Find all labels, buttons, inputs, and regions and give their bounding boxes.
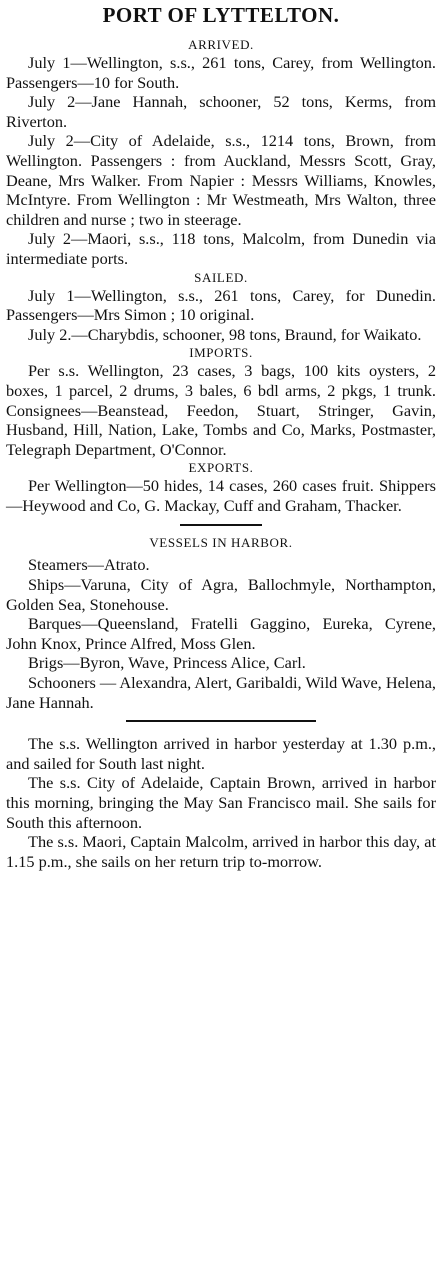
section-divider bbox=[126, 720, 316, 722]
vessels-entry: Steamers—Atrato. bbox=[28, 555, 150, 575]
imports-heading: IMPORTS. bbox=[189, 345, 253, 361]
vessels-entry: Ships—Varuna, City of Agra, Ballochmyle, Northampton, Golden Sea, Stonehouse. bbox=[6, 575, 436, 614]
page-title: PORT OF LYTTELTON. bbox=[102, 3, 340, 27]
arrived-entry: July 2—City of Adelaide, s.s., 1214 tons, Brown, from Wellington. Passengers : from Auckland, Messrs Scott, Gray, Deane, Mrs Walker. From Napier : Messrs Williams, Knowles, McIntyre. From Wellington : Mr Westmeath, Mrs Walton, three children and nurse ; two in steerage. bbox=[6, 131, 436, 229]
vessels-heading: VESSELS IN HARBOR. bbox=[149, 535, 293, 551]
arrived-heading: ARRIVED. bbox=[188, 37, 254, 52]
imports-section bbox=[6, 344, 436, 459]
news-section bbox=[6, 734, 436, 871]
news-paragraph: The s.s. Maori, Captain Malcolm, arrived in harbor this day, at 1.15 p.m., she sails on her return trip to-morrow. bbox=[6, 832, 436, 871]
arrived-section bbox=[6, 36, 436, 269]
vessels-entry: Schooners — Alexandra, Alert, Garibaldi, Wild Wave, Helena, Jane Hannah. bbox=[6, 673, 436, 712]
arrived-entry: July 1—Wellington, s.s., 261 tons, Carey, from Wellington. Passengers—10 for South. bbox=[6, 53, 436, 92]
vessels-entry: Brigs—Byron, Wave, Princess Alice, Carl. bbox=[28, 653, 306, 673]
vessels-section bbox=[6, 534, 436, 712]
imports-entry: Per s.s. Wellington, 23 cases, 3 bags, 100 kits oysters, 2 boxes, 1 parcel, 2 drums, 3 bales, 6 bdl arms, 2 pkgs, 1 trunk. Consignees—Beanstead, Feedon, Stuart, Stringer, Gavin, Husband, Hill, Nation, Lake, Tombs and Co, Marks, Postmaster, Telegraph Department, O'Connor. bbox=[6, 361, 436, 459]
vessels-entry: Barques—Queensland, Fratelli Gaggino, Eureka, Cyrene, John Knox, Prince Alfred, Moss Glen. bbox=[6, 614, 436, 653]
sailed-entry: July 1—Wellington, s.s., 261 tons, Carey, for Dunedin. Passengers—Mrs Simon ; 10 original. bbox=[6, 285, 436, 325]
sailed-heading: SAILED. bbox=[194, 269, 248, 285]
news-paragraph: The s.s. City of Adelaide, Captain Brown, arrived in harbor this morning, bringing the May San Francisco mail. She sails for South this afternoon. bbox=[6, 773, 436, 832]
section-divider bbox=[180, 524, 262, 526]
exports-entry: Per Wellington—50 hides, 14 cases, 260 cases fruit. Shippers—Heywood and Co, G. Mackay, Cuff and Graham, Thacker. bbox=[6, 476, 436, 515]
exports-section bbox=[6, 459, 436, 515]
exports-heading: EXPORTS. bbox=[188, 460, 254, 476]
arrived-entry: July 2—Maori, s.s., 118 tons, Malcolm, from Dunedin via intermediate ports. bbox=[6, 229, 436, 268]
arrived-entry: July 2—Jane Hannah, schooner, 52 tons, Kerms, from Riverton. bbox=[6, 92, 436, 131]
sailed-entry: July 2.—Charybdis, schooner, 98 tons, Braund, for Waikato. bbox=[28, 324, 422, 344]
news-paragraph: The s.s. Wellington arrived in harbor yesterday at 1.30 p.m., and sailed for South last night. bbox=[6, 734, 436, 773]
sailed-section bbox=[6, 269, 436, 345]
